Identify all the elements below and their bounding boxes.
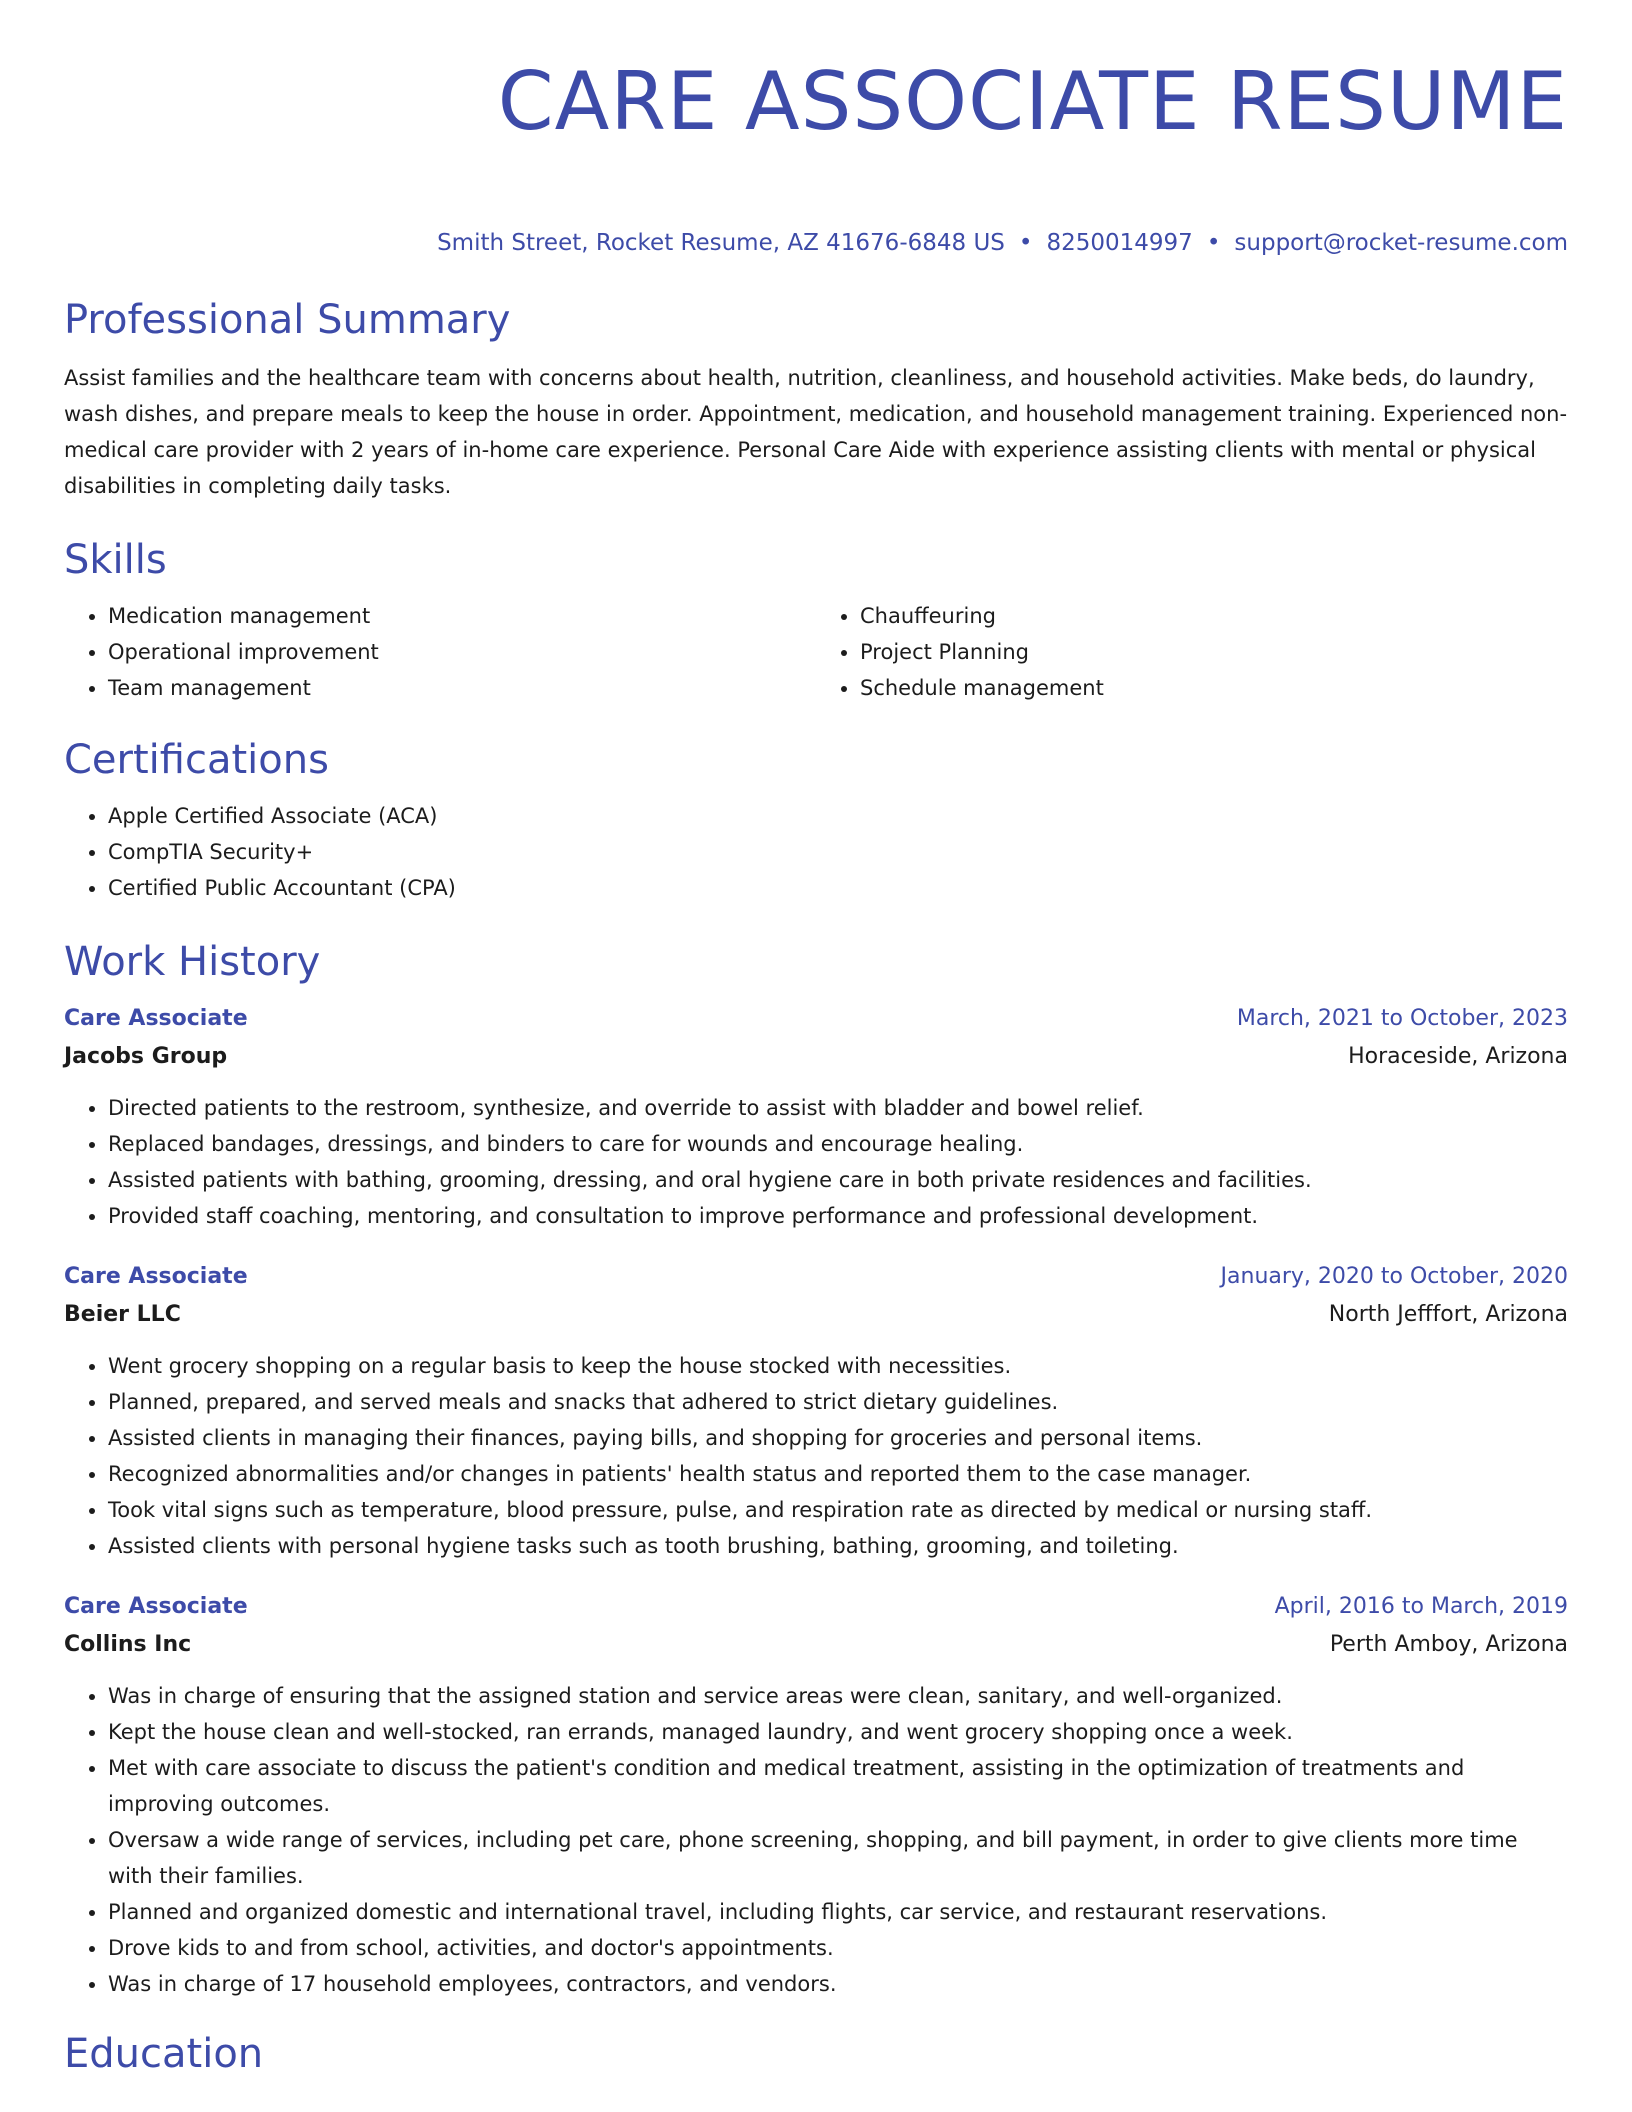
job-header bbox=[64, 1588, 1568, 1626]
summary-text: Assist families and the healthcare team with concerns about health, nutrition, cleanliness, and household activities. Make beds, do laundry, wash dishes, and prepare meals to keep the house in order. Appointment, medication, and household management training. Experienced non-medical care provider with 2 years of in-home care experience. Personal Care Aide with experience assisting clients with mental or physical disabilities in completing daily tasks. bbox=[64, 366, 1568, 498]
job-bullet: • Oversaw a wide range of services, including pet care, phone screening, shopping, and bill payment, in order to give clients more time with their families. bbox=[108, 1822, 1568, 1894]
job-bullets bbox=[64, 1090, 1568, 1234]
contact-separator: • bbox=[1018, 230, 1033, 256]
skills-section bbox=[64, 534, 1568, 706]
job-bullet: • Drove kids to and from school, activities, and doctor's appointments. bbox=[108, 1930, 1568, 1966]
job-subheader bbox=[64, 1038, 1568, 1076]
contact-line bbox=[64, 228, 1568, 258]
certifications-section bbox=[64, 734, 1568, 906]
contact-separator: • bbox=[1206, 230, 1221, 256]
certifications-list bbox=[64, 798, 1568, 906]
skills-columns bbox=[64, 598, 1568, 706]
skill-item: • Schedule management bbox=[860, 670, 1568, 706]
job-bullet: • Took vital signs such as temperature, blood pressure, pulse, and respiration rate as directed by medical or nursing staff. bbox=[108, 1492, 1568, 1528]
work-history-heading: Work History bbox=[64, 939, 321, 985]
contact-address: Smith Street, Rocket Resume, AZ 41676-6848 US bbox=[437, 230, 1005, 256]
job-bullet: • Planned, prepared, and served meals and snacks that adhered to strict dietary guidelines. bbox=[108, 1384, 1568, 1420]
job-bullet: • Went grocery shopping on a regular basis to keep the house stocked with necessities. bbox=[108, 1348, 1568, 1384]
job-header bbox=[64, 1258, 1568, 1296]
job-location: Horaceside, Arizona bbox=[1348, 1044, 1568, 1069]
job-bullet: • Assisted clients in managing their finances, paying bills, and shopping for groceries and personal items. bbox=[108, 1420, 1568, 1456]
job-dates: April, 2016 to March, 2019 bbox=[1274, 1594, 1568, 1619]
skill-item: • Project Planning bbox=[860, 634, 1568, 670]
job-company: Beier LLC bbox=[64, 1302, 181, 1327]
skill-item: • Medication management bbox=[108, 598, 816, 634]
skill-item: • Team management bbox=[108, 670, 816, 706]
job-header bbox=[64, 1000, 1568, 1038]
summary-section bbox=[64, 294, 1568, 504]
job-subheader bbox=[64, 1296, 1568, 1334]
work-history-section bbox=[64, 936, 1568, 2002]
job-bullets bbox=[64, 1678, 1568, 2002]
job-bullet: • Was in charge of 17 household employees, contractors, and vendors. bbox=[108, 1966, 1568, 2002]
job-bullet: • Directed patients to the restroom, synthesize, and override to assist with bladder and bowel relief. bbox=[108, 1090, 1568, 1126]
job-bullet: • Recognized abnormalities and/or changes in patients' health status and reported them to the case manager. bbox=[108, 1456, 1568, 1492]
certification-item: • Certified Public Accountant (CPA) bbox=[108, 870, 1568, 906]
job-bullet: • Assisted patients with bathing, grooming, dressing, and oral hygiene care in both private residences and facilities. bbox=[108, 1162, 1568, 1198]
job-bullet: • Provided staff coaching, mentoring, and consultation to improve performance and professional development. bbox=[108, 1198, 1568, 1234]
skills-list-right bbox=[816, 598, 1568, 706]
job-bullet: • Kept the house clean and well-stocked, ran errands, managed laundry, and went grocery shopping once a week. bbox=[108, 1714, 1568, 1750]
certification-item: • Apple Certified Associate (ACA) bbox=[108, 798, 1568, 834]
skill-item: • Chauffeuring bbox=[860, 598, 1568, 634]
job-location: North Jefffort, Arizona bbox=[1328, 1302, 1568, 1327]
skills-heading: Skills bbox=[64, 537, 167, 583]
education-heading: Education bbox=[64, 2031, 264, 2077]
job-title: Care Associate bbox=[64, 1264, 248, 1289]
contact-email: support@rocket-resume.com bbox=[1234, 230, 1568, 256]
resume-page bbox=[64, 0, 1568, 2080]
job-bullet: • Planned and organized domestic and international travel, including flights, car service, and restaurant reservations. bbox=[108, 1894, 1568, 1930]
job-entry bbox=[64, 1000, 1568, 1234]
job-location: Perth Amboy, Arizona bbox=[1329, 1632, 1568, 1657]
job-bullet: • Assisted clients with personal hygiene tasks such as tooth brushing, bathing, grooming, and toileting. bbox=[108, 1528, 1568, 1564]
job-title: Care Associate bbox=[64, 1594, 248, 1619]
job-entry bbox=[64, 1258, 1568, 1564]
summary-heading: Professional Summary bbox=[64, 297, 511, 343]
contact-phone: 8250014997 bbox=[1046, 230, 1193, 256]
skill-item: • Operational improvement bbox=[108, 634, 816, 670]
resume-title: CARE ASSOCIATE RESUME bbox=[497, 55, 1568, 148]
job-bullets bbox=[64, 1348, 1568, 1564]
job-dates: March, 2021 to October, 2023 bbox=[1236, 1006, 1568, 1031]
job-bullet: • Met with care associate to discuss the patient's condition and medical treatment, assisting in the optimization of treatments and improving outcomes. bbox=[108, 1750, 1568, 1822]
job-dates: January, 2020 to October, 2020 bbox=[1220, 1264, 1568, 1289]
education-section bbox=[64, 2028, 1568, 2080]
job-bullet: • Was in charge of ensuring that the assigned station and service areas were clean, sanitary, and well-organized. bbox=[108, 1678, 1568, 1714]
certification-item: • CompTIA Security+ bbox=[108, 834, 1568, 870]
job-company: Collins Inc bbox=[64, 1632, 192, 1657]
job-bullet: • Replaced bandages, dressings, and binders to care for wounds and encourage healing. bbox=[108, 1126, 1568, 1162]
skills-list-left bbox=[64, 598, 816, 706]
certifications-heading: Certifications bbox=[64, 737, 329, 783]
job-title: Care Associate bbox=[64, 1006, 248, 1031]
job-subheader bbox=[64, 1626, 1568, 1664]
job-entry bbox=[64, 1588, 1568, 2002]
job-company: Jacobs Group bbox=[64, 1044, 228, 1069]
